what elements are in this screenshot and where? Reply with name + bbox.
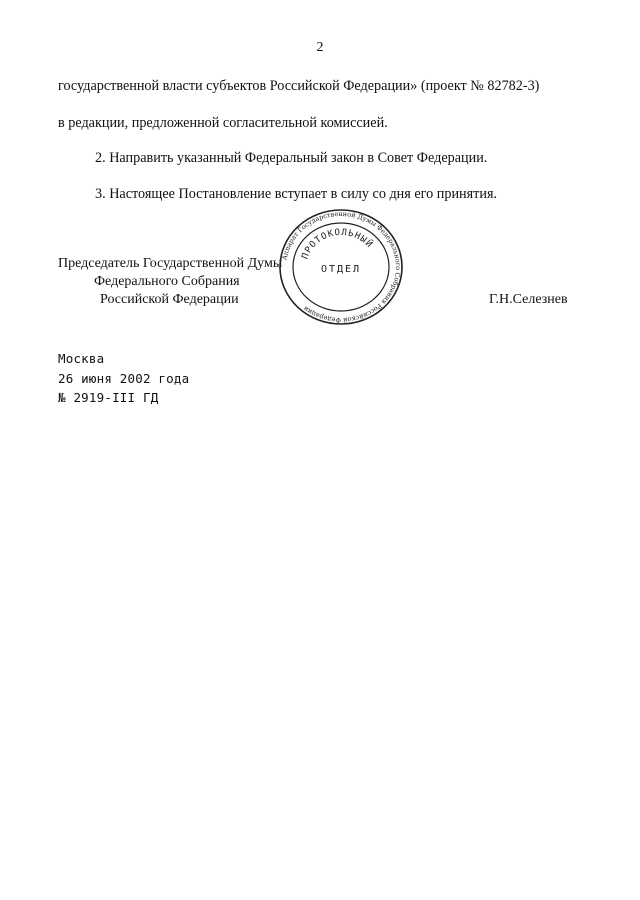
date-of-signing: 26 июня 2002 года [58, 371, 190, 386]
page-number: 2 [316, 40, 324, 55]
resolution-item-2: 2. Направить указанный Федеральный закон в Совет Федерации. [95, 150, 488, 166]
signatory-title-line-3: Российской Федерации [100, 292, 239, 307]
seal-inner-text: ПРОТОКОЛЬНЫЙ [300, 227, 375, 261]
signatory-name: Г.Н.Селезнев [489, 292, 568, 307]
seal-center-text: ОТДЕЛ [320, 264, 362, 275]
document-number: № 2919-III ГД [58, 390, 159, 405]
svg-text:ПРОТОКОЛЬНЫЙ [300, 228, 375, 261]
official-seal-stamp [278, 208, 404, 326]
resolution-item-3: 3. Настоящее Постановление вступает в силу со дня его принятия. [95, 186, 498, 202]
signatory-title-line-2: Федерального Собрания [94, 274, 240, 289]
body-line-2: в редакции, предложенной согласительной комиссией. [58, 115, 388, 131]
body-line-1: государственной власти субъектов Российской Федерации» (проект № 82782-3) [58, 78, 540, 94]
place-of-signing: Москва [58, 351, 105, 366]
signatory-title-line-1: Председатель Государственной Думы [58, 256, 283, 271]
seal-outer-text: Аппарат Государственной Думы Федерального Собрания Российской Федерации [280, 209, 403, 325]
